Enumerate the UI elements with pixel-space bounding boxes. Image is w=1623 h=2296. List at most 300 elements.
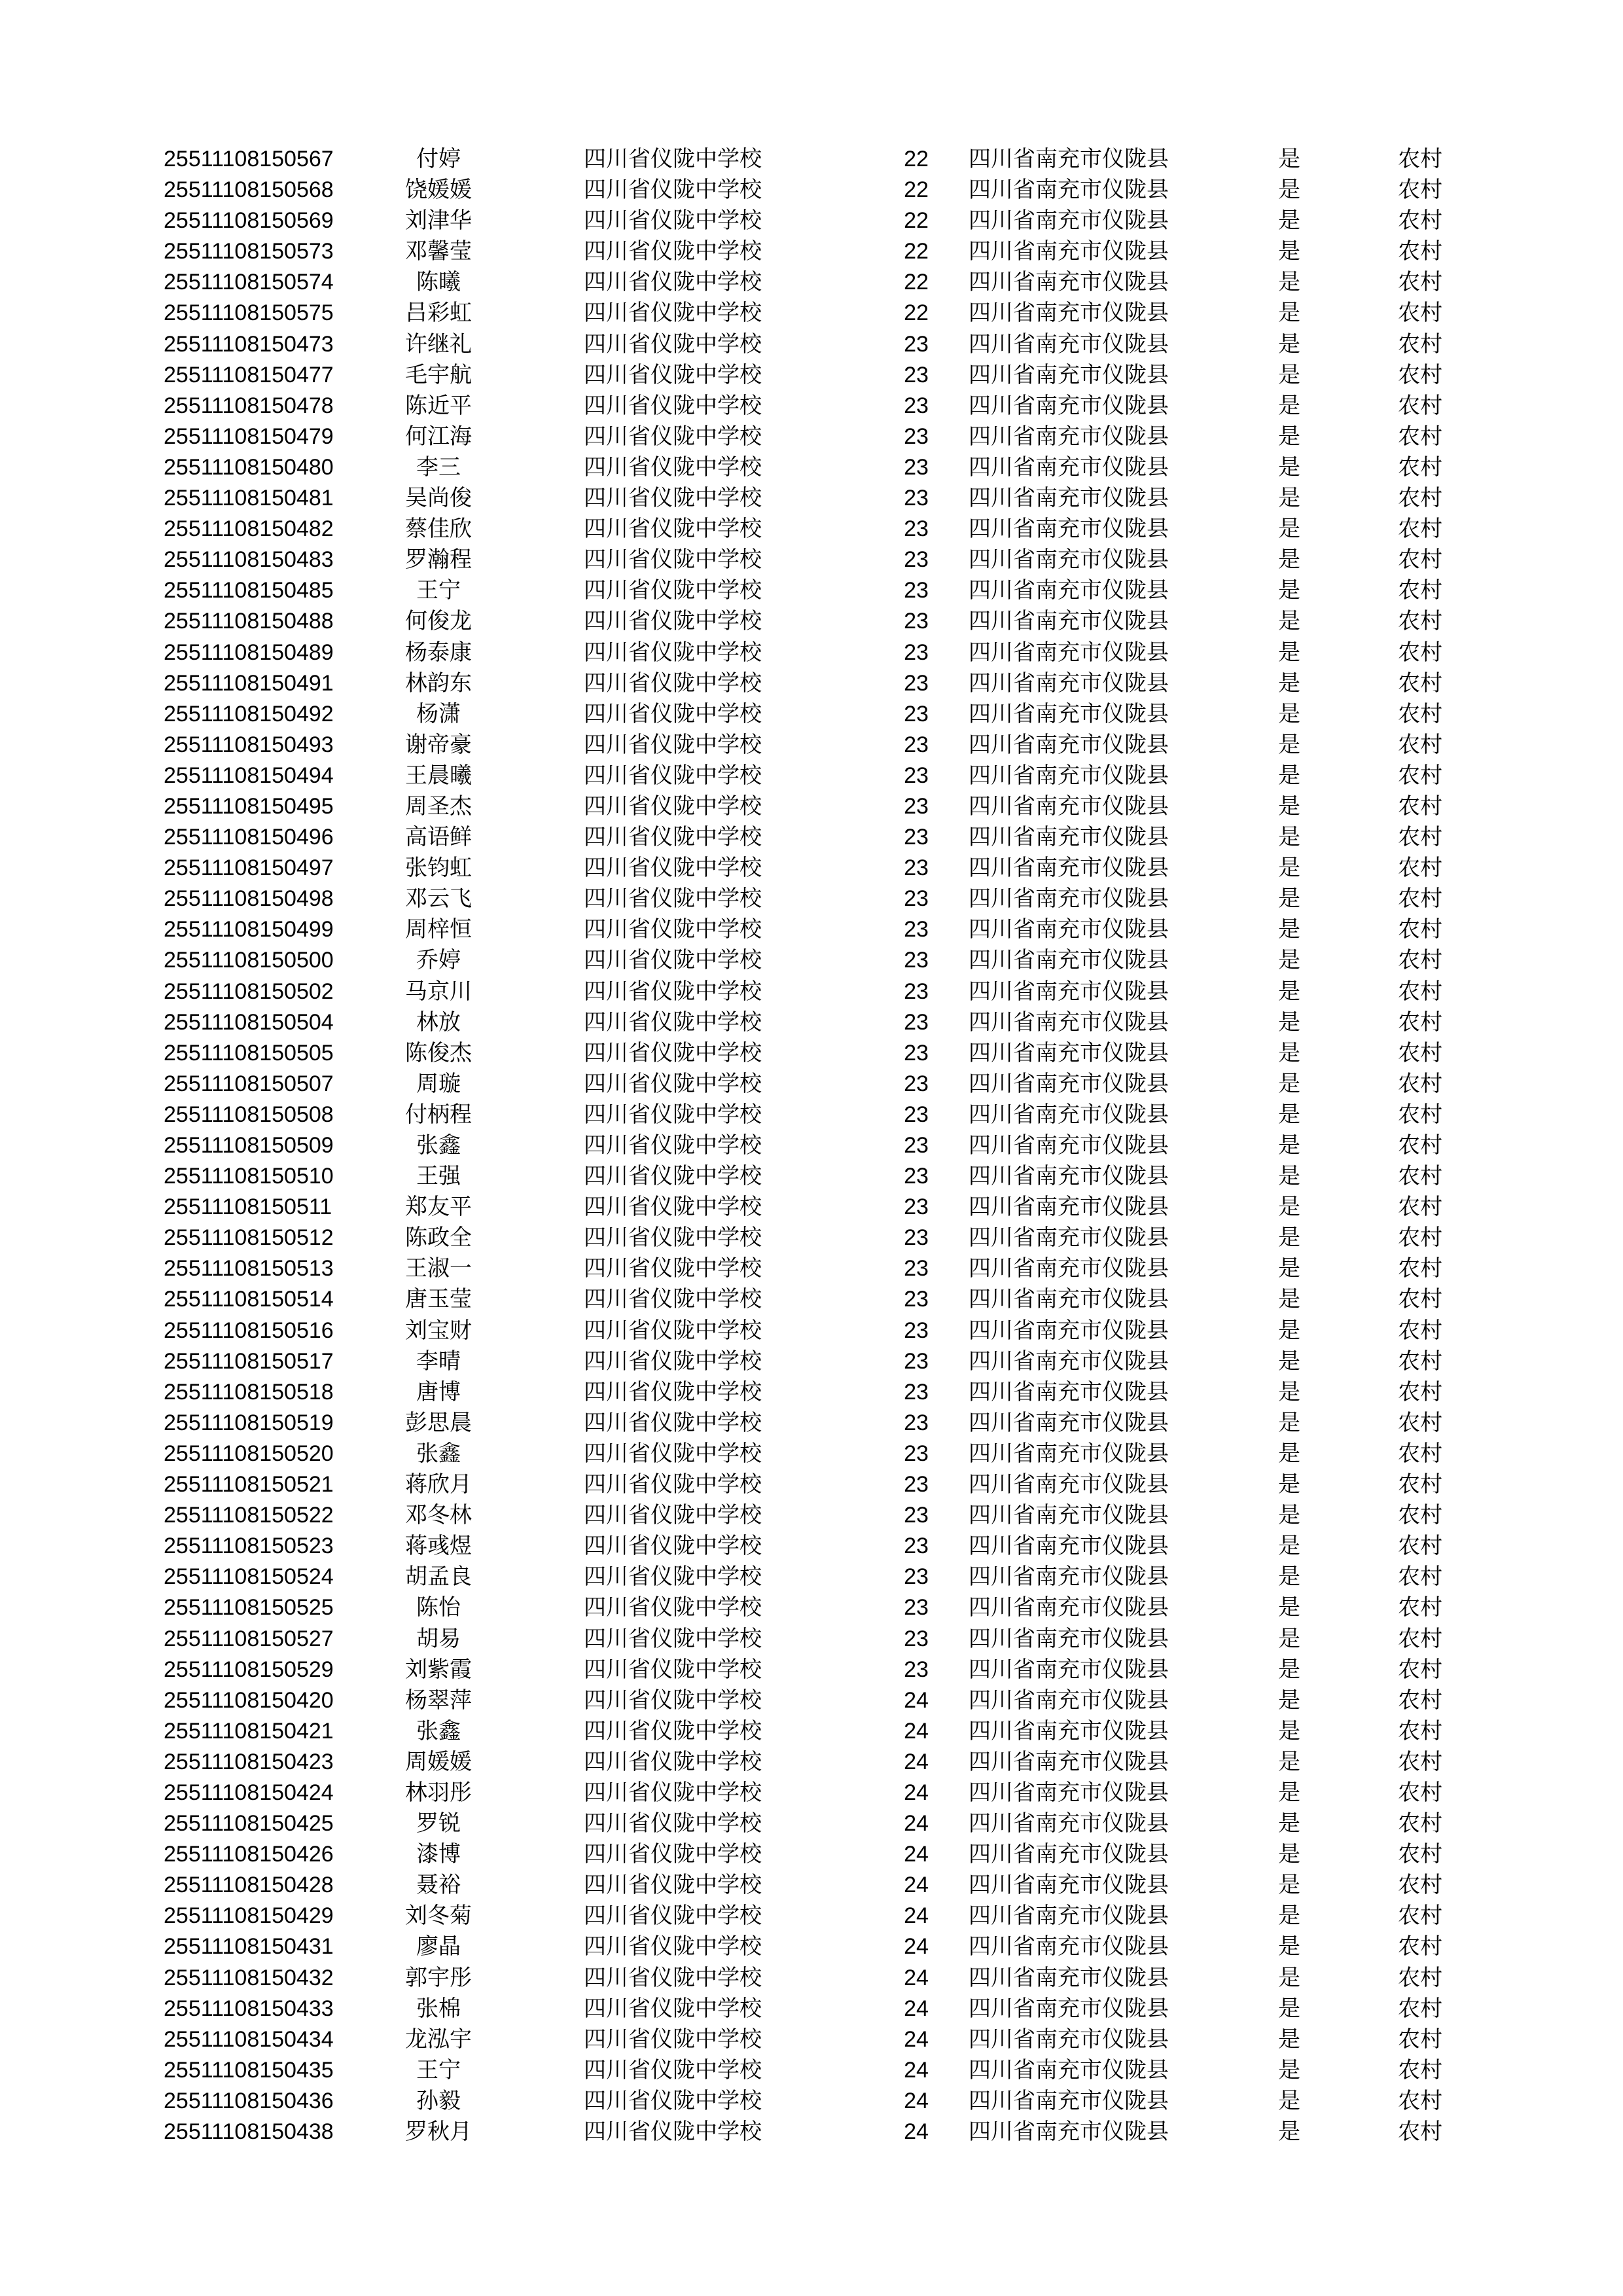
table-row — [0, 545, 1623, 575]
region-cell: 四川省南充市仪陇县 — [969, 1842, 1169, 1867]
registration-number-cell: 25511108150525 — [164, 1595, 334, 1621]
class-number-cell: 22 — [904, 300, 929, 326]
area-type-cell: 农村 — [1398, 762, 1442, 788]
flag-cell: 是 — [1278, 208, 1300, 234]
class-number-cell: 23 — [904, 1225, 929, 1251]
student-name-cell: 邓云飞 — [405, 886, 472, 912]
class-number-cell: 24 — [904, 1749, 929, 1774]
area-type-cell: 农村 — [1398, 2026, 1442, 2052]
registration-number-cell: 25511108150433 — [164, 1996, 334, 2021]
student-name-cell: 杨潇 — [416, 701, 461, 726]
student-name-cell: 龙泓宇 — [405, 2026, 472, 2052]
registration-number-cell: 25511108150502 — [164, 978, 334, 1004]
table-row — [0, 637, 1623, 668]
class-number-cell: 23 — [904, 516, 929, 542]
registration-number-cell: 25511108150499 — [164, 917, 334, 942]
table-row — [0, 1161, 1623, 1192]
class-number-cell: 24 — [904, 1903, 929, 1929]
class-number-cell: 23 — [904, 825, 929, 850]
class-number-cell: 24 — [904, 2057, 929, 2083]
flag-cell: 是 — [1278, 1842, 1300, 1867]
region-cell: 四川省南充市仪陇县 — [969, 300, 1169, 326]
student-name-cell: 周璇 — [416, 1071, 461, 1096]
region-cell: 四川省南充市仪陇县 — [969, 1348, 1169, 1374]
school-cell: 四川省仪陇中学校 — [584, 1657, 762, 1682]
table-row — [0, 791, 1623, 822]
table-row — [0, 483, 1623, 514]
table-row — [0, 360, 1623, 391]
school-cell: 四川省仪陇中学校 — [584, 208, 762, 234]
registration-number-cell: 25511108150523 — [164, 1534, 334, 1559]
registration-number-cell: 25511108150473 — [164, 331, 334, 357]
registration-number-cell: 25511108150516 — [164, 1318, 334, 1343]
class-number-cell: 23 — [904, 362, 929, 387]
student-name-cell: 胡易 — [416, 1626, 461, 1651]
school-cell: 四川省仪陇中学校 — [584, 1071, 762, 1096]
student-name-cell: 陈政全 — [405, 1225, 472, 1251]
class-number-cell: 23 — [904, 547, 929, 573]
school-cell: 四川省仪陇中学校 — [584, 670, 762, 696]
flag-cell: 是 — [1278, 1102, 1300, 1127]
flag-cell: 是 — [1278, 239, 1300, 264]
class-number-cell: 23 — [904, 1102, 929, 1127]
flag-cell: 是 — [1278, 1133, 1300, 1158]
school-cell: 四川省仪陇中学校 — [584, 917, 762, 942]
registration-number-cell: 25511108150521 — [164, 1472, 334, 1498]
school-cell: 四川省仪陇中学校 — [584, 1873, 762, 1898]
registration-number-cell: 25511108150513 — [164, 1256, 334, 1282]
region-cell: 四川省南充市仪陇县 — [969, 855, 1169, 881]
flag-cell: 是 — [1278, 1996, 1300, 2021]
flag-cell: 是 — [1278, 1749, 1300, 1774]
registration-number-cell: 25511108150524 — [164, 1564, 334, 1590]
table-row — [0, 977, 1623, 1007]
class-number-cell: 23 — [904, 1564, 929, 1590]
school-cell: 四川省仪陇中学校 — [584, 1780, 762, 1805]
flag-cell: 是 — [1278, 1009, 1300, 1035]
flag-cell: 是 — [1278, 578, 1300, 603]
class-number-cell: 23 — [904, 1379, 929, 1405]
registration-number-cell: 25511108150517 — [164, 1348, 334, 1374]
class-number-cell: 23 — [904, 1194, 929, 1220]
class-number-cell: 23 — [904, 855, 929, 881]
table-row — [0, 1284, 1623, 1315]
table-row — [0, 1931, 1623, 1962]
class-number-cell: 23 — [904, 1657, 929, 1682]
region-cell: 四川省南充市仪陇县 — [969, 1626, 1169, 1651]
registration-number-cell: 25511108150485 — [164, 578, 334, 603]
flag-cell: 是 — [1278, 1965, 1300, 1990]
area-type-cell: 农村 — [1398, 208, 1442, 234]
region-cell: 四川省南充市仪陇县 — [969, 1009, 1169, 1035]
student-name-cell: 吴尚俊 — [405, 486, 472, 511]
region-cell: 四川省南充市仪陇县 — [969, 331, 1169, 357]
area-type-cell: 农村 — [1398, 1626, 1442, 1651]
area-type-cell: 农村 — [1398, 1595, 1442, 1621]
registration-number-cell: 25511108150508 — [164, 1102, 334, 1127]
school-cell: 四川省仪陇中学校 — [584, 1318, 762, 1343]
area-type-cell: 农村 — [1398, 732, 1442, 757]
area-type-cell: 农村 — [1398, 1225, 1442, 1251]
table-row — [0, 1747, 1623, 1778]
registration-number-cell: 25511108150510 — [164, 1164, 334, 1189]
student-name-cell: 聂裕 — [416, 1873, 461, 1898]
flag-cell: 是 — [1278, 1472, 1300, 1498]
registration-number-cell: 25511108150478 — [164, 393, 334, 418]
registration-number-cell: 25511108150529 — [164, 1657, 334, 1682]
table-row — [0, 452, 1623, 483]
school-cell: 四川省仪陇中学校 — [584, 1164, 762, 1189]
flag-cell: 是 — [1278, 1626, 1300, 1651]
region-cell: 四川省南充市仪陇县 — [969, 1379, 1169, 1405]
school-cell: 四川省仪陇中学校 — [584, 1811, 762, 1837]
registration-number-cell: 25511108150505 — [164, 1040, 334, 1066]
area-type-cell: 农村 — [1398, 1194, 1442, 1220]
table-row — [0, 1346, 1623, 1377]
school-cell: 四川省仪陇中学校 — [584, 639, 762, 665]
registration-number-cell: 25511108150519 — [164, 1410, 334, 1435]
table-row — [0, 1500, 1623, 1531]
region-cell: 四川省南充市仪陇县 — [969, 1811, 1169, 1837]
area-type-cell: 农村 — [1398, 609, 1442, 634]
flag-cell: 是 — [1278, 454, 1300, 480]
class-number-cell: 22 — [904, 239, 929, 264]
student-name-cell: 乔婷 — [416, 948, 461, 973]
area-type-cell: 农村 — [1398, 1934, 1442, 1960]
student-name-cell: 刘宝财 — [405, 1318, 472, 1343]
registration-number-cell: 25511108150436 — [164, 2088, 334, 2113]
table-row — [0, 391, 1623, 422]
class-number-cell: 23 — [904, 1626, 929, 1651]
region-cell: 四川省南充市仪陇县 — [969, 547, 1169, 573]
class-number-cell: 23 — [904, 793, 929, 819]
area-type-cell: 农村 — [1398, 917, 1442, 942]
area-type-cell: 农村 — [1398, 855, 1442, 881]
school-cell: 四川省仪陇中学校 — [584, 239, 762, 264]
table-row — [0, 1377, 1623, 1408]
class-number-cell: 23 — [904, 1410, 929, 1435]
flag-cell: 是 — [1278, 1718, 1300, 1744]
table-row — [0, 914, 1623, 945]
flag-cell: 是 — [1278, 1934, 1300, 1960]
table-row — [0, 2117, 1623, 2147]
flag-cell: 是 — [1278, 1225, 1300, 1251]
school-cell: 四川省仪陇中学校 — [584, 270, 762, 295]
area-type-cell: 农村 — [1398, 1965, 1442, 1990]
region-cell: 四川省南充市仪陇县 — [969, 578, 1169, 603]
area-type-cell: 农村 — [1398, 886, 1442, 912]
table-row — [0, 1624, 1623, 1655]
school-cell: 四川省仪陇中学校 — [584, 331, 762, 357]
flag-cell: 是 — [1278, 1256, 1300, 1282]
class-number-cell: 24 — [904, 1873, 929, 1898]
flag-cell: 是 — [1278, 1164, 1300, 1189]
flag-cell: 是 — [1278, 670, 1300, 696]
table-row — [0, 1439, 1623, 1469]
area-type-cell: 农村 — [1398, 1749, 1442, 1774]
student-name-cell: 孙毅 — [416, 2088, 461, 2113]
school-cell: 四川省仪陇中学校 — [584, 793, 762, 819]
area-type-cell: 农村 — [1398, 423, 1442, 449]
region-cell: 四川省南充市仪陇县 — [969, 1318, 1169, 1343]
school-cell: 四川省仪陇中学校 — [584, 855, 762, 881]
student-name-cell: 王宁 — [416, 2057, 461, 2083]
region-cell: 四川省南充市仪陇县 — [969, 1133, 1169, 1158]
registration-number-cell: 25511108150518 — [164, 1379, 334, 1405]
student-name-cell: 罗秋月 — [405, 2119, 472, 2144]
region-cell: 四川省南充市仪陇县 — [969, 609, 1169, 634]
school-cell: 四川省仪陇中学校 — [584, 1472, 762, 1498]
class-number-cell: 22 — [904, 270, 929, 295]
school-cell: 四川省仪陇中学校 — [584, 454, 762, 480]
area-type-cell: 农村 — [1398, 1379, 1442, 1405]
table-row — [0, 206, 1623, 236]
student-name-cell: 刘紫霞 — [405, 1657, 472, 1682]
student-name-cell: 张棉 — [416, 1996, 461, 2021]
school-cell: 四川省仪陇中学校 — [584, 825, 762, 850]
flag-cell: 是 — [1278, 1318, 1300, 1343]
table-row — [0, 1685, 1623, 1716]
region-cell: 四川省南充市仪陇县 — [969, 1780, 1169, 1805]
student-name-cell: 陈怡 — [416, 1595, 461, 1621]
registration-number-cell: 25511108150420 — [164, 1687, 334, 1713]
flag-cell: 是 — [1278, 978, 1300, 1004]
table-row — [0, 1870, 1623, 1901]
school-cell: 四川省仪陇中学校 — [584, 732, 762, 757]
class-number-cell: 23 — [904, 1472, 929, 1498]
school-cell: 四川省仪陇中学校 — [584, 1564, 762, 1590]
area-type-cell: 农村 — [1398, 1873, 1442, 1898]
school-cell: 四川省仪陇中学校 — [584, 1348, 762, 1374]
table-row — [0, 1253, 1623, 1284]
student-name-cell: 王晨曦 — [405, 762, 472, 788]
area-type-cell: 农村 — [1398, 454, 1442, 480]
student-name-cell: 李三 — [416, 454, 461, 480]
region-cell: 四川省南充市仪陇县 — [969, 177, 1169, 203]
table-row — [0, 1778, 1623, 1808]
flag-cell: 是 — [1278, 732, 1300, 757]
flag-cell: 是 — [1278, 270, 1300, 295]
flag-cell: 是 — [1278, 1657, 1300, 1682]
class-number-cell: 23 — [904, 1348, 929, 1374]
flag-cell: 是 — [1278, 423, 1300, 449]
area-type-cell: 农村 — [1398, 1348, 1442, 1374]
student-name-cell: 李晴 — [416, 1348, 461, 1374]
school-cell: 四川省仪陇中学校 — [584, 2026, 762, 2052]
registration-number-cell: 25511108150567 — [164, 147, 334, 171]
school-cell: 四川省仪陇中学校 — [584, 1749, 762, 1774]
region-cell: 四川省南充市仪陇县 — [969, 978, 1169, 1004]
student-name-cell: 陈近平 — [405, 393, 472, 418]
region-cell: 四川省南充市仪陇县 — [969, 516, 1169, 542]
student-name-cell: 蒋彧煜 — [405, 1534, 472, 1559]
table-row — [0, 761, 1623, 791]
area-type-cell: 农村 — [1398, 701, 1442, 726]
class-number-cell: 22 — [904, 177, 929, 203]
flag-cell: 是 — [1278, 393, 1300, 418]
registration-number-cell: 25511108150423 — [164, 1749, 334, 1774]
student-name-cell: 杨泰康 — [405, 639, 472, 665]
class-number-cell: 24 — [904, 1934, 929, 1960]
flag-cell: 是 — [1278, 917, 1300, 942]
student-name-cell: 张鑫 — [416, 1441, 461, 1466]
flag-cell: 是 — [1278, 1379, 1300, 1405]
table-row — [0, 298, 1623, 329]
class-number-cell: 24 — [904, 1842, 929, 1867]
student-name-cell: 蔡佳欣 — [405, 516, 472, 542]
registration-number-cell: 25511108150514 — [164, 1287, 334, 1312]
student-name-cell: 漆博 — [416, 1842, 461, 1867]
region-cell: 四川省南充市仪陇县 — [969, 1071, 1169, 1096]
flag-cell: 是 — [1278, 855, 1300, 881]
student-name-cell: 刘冬菊 — [405, 1903, 472, 1929]
class-number-cell: 23 — [904, 1318, 929, 1343]
student-name-cell: 饶媛媛 — [405, 177, 472, 203]
area-type-cell: 农村 — [1398, 1009, 1442, 1035]
registration-number-cell: 25511108150492 — [164, 701, 334, 726]
registration-number-cell: 25511108150493 — [164, 732, 334, 757]
class-number-cell: 23 — [904, 948, 929, 973]
area-type-cell: 农村 — [1398, 2119, 1442, 2144]
area-type-cell: 农村 — [1398, 1410, 1442, 1435]
class-number-cell: 23 — [904, 670, 929, 696]
table-row — [0, 1655, 1623, 1685]
school-cell: 四川省仪陇中学校 — [584, 1965, 762, 1990]
student-name-cell: 邓馨莹 — [405, 239, 472, 264]
region-cell: 四川省南充市仪陇县 — [969, 732, 1169, 757]
region-cell: 四川省南充市仪陇县 — [969, 1934, 1169, 1960]
flag-cell: 是 — [1278, 516, 1300, 542]
class-number-cell: 23 — [904, 1009, 929, 1035]
area-type-cell: 农村 — [1398, 239, 1442, 264]
flag-cell: 是 — [1278, 1534, 1300, 1559]
region-cell: 四川省南充市仪陇县 — [969, 1472, 1169, 1498]
area-type-cell: 农村 — [1398, 978, 1442, 1004]
class-number-cell: 23 — [904, 393, 929, 418]
table-row — [0, 1994, 1623, 2024]
registration-number-cell: 25511108150491 — [164, 670, 334, 696]
area-type-cell: 农村 — [1398, 1441, 1442, 1466]
registration-number-cell: 25511108150434 — [164, 2026, 334, 2052]
student-name-cell: 林羽彤 — [405, 1780, 472, 1805]
school-cell: 四川省仪陇中学校 — [584, 1133, 762, 1158]
student-name-cell: 张钧虹 — [405, 855, 472, 881]
flag-cell: 是 — [1278, 2119, 1300, 2144]
school-cell: 四川省仪陇中学校 — [584, 1256, 762, 1282]
class-number-cell: 23 — [904, 423, 929, 449]
school-cell: 四川省仪陇中学校 — [584, 1441, 762, 1466]
registration-number-cell: 25511108150512 — [164, 1225, 334, 1251]
flag-cell: 是 — [1278, 762, 1300, 788]
table-row — [0, 2024, 1623, 2055]
region-cell: 四川省南充市仪陇县 — [969, 1441, 1169, 1466]
flag-cell: 是 — [1278, 793, 1300, 819]
area-type-cell: 农村 — [1398, 1657, 1442, 1682]
table-row — [0, 2055, 1623, 2086]
school-cell: 四川省仪陇中学校 — [584, 1379, 762, 1405]
class-number-cell: 23 — [904, 1071, 929, 1096]
flag-cell: 是 — [1278, 2026, 1300, 2052]
school-cell: 四川省仪陇中学校 — [584, 578, 762, 603]
class-number-cell: 24 — [904, 2119, 929, 2144]
student-name-cell: 蒋欣月 — [405, 1472, 472, 1498]
class-number-cell: 22 — [904, 147, 929, 171]
flag-cell: 是 — [1278, 177, 1300, 203]
student-name-cell: 吕彩虹 — [405, 300, 472, 326]
class-number-cell: 24 — [904, 2088, 929, 2113]
area-type-cell: 农村 — [1398, 1318, 1442, 1343]
table-row — [0, 575, 1623, 606]
student-name-cell: 胡孟良 — [405, 1564, 472, 1590]
student-table — [0, 144, 1623, 2147]
flag-cell: 是 — [1278, 639, 1300, 665]
registration-number-cell: 25511108150495 — [164, 793, 334, 819]
area-type-cell: 农村 — [1398, 147, 1442, 171]
region-cell: 四川省南充市仪陇县 — [969, 1657, 1169, 1682]
table-row — [0, 1100, 1623, 1130]
registration-number-cell: 25511108150568 — [164, 177, 334, 203]
school-cell: 四川省仪陇中学校 — [584, 2057, 762, 2083]
table-row — [0, 945, 1623, 976]
flag-cell: 是 — [1278, 547, 1300, 573]
table-row — [0, 267, 1623, 298]
school-cell: 四川省仪陇中学校 — [584, 362, 762, 387]
student-name-cell: 彭思晨 — [405, 1410, 472, 1435]
student-name-cell: 杨翠萍 — [405, 1687, 472, 1713]
school-cell: 四川省仪陇中学校 — [584, 177, 762, 203]
region-cell: 四川省南充市仪陇县 — [969, 1996, 1169, 2021]
registration-number-cell: 25511108150574 — [164, 270, 334, 295]
school-cell: 四川省仪陇中学校 — [584, 147, 762, 171]
school-cell: 四川省仪陇中学校 — [584, 1102, 762, 1127]
region-cell: 四川省南充市仪陇县 — [969, 2026, 1169, 2052]
registration-number-cell: 25511108150575 — [164, 300, 334, 326]
student-name-cell: 邓冬林 — [405, 1503, 472, 1528]
table-row — [0, 2086, 1623, 2117]
registration-number-cell: 25511108150483 — [164, 547, 334, 573]
school-cell: 四川省仪陇中学校 — [584, 1534, 762, 1559]
area-type-cell: 农村 — [1398, 1102, 1442, 1127]
registration-number-cell: 25511108150496 — [164, 825, 334, 850]
class-number-cell: 23 — [904, 762, 929, 788]
area-type-cell: 农村 — [1398, 486, 1442, 511]
student-name-cell: 王淑一 — [405, 1256, 472, 1282]
area-type-cell: 农村 — [1398, 1811, 1442, 1837]
school-cell: 四川省仪陇中学校 — [584, 1225, 762, 1251]
registration-number-cell: 25511108150429 — [164, 1903, 334, 1929]
flag-cell: 是 — [1278, 331, 1300, 357]
student-name-cell: 王强 — [416, 1164, 461, 1189]
school-cell: 四川省仪陇中学校 — [584, 1194, 762, 1220]
area-type-cell: 农村 — [1398, 1503, 1442, 1528]
area-type-cell: 农村 — [1398, 516, 1442, 542]
class-number-cell: 23 — [904, 1503, 929, 1528]
registration-number-cell: 25511108150488 — [164, 609, 334, 634]
table-row — [0, 1316, 1623, 1346]
student-name-cell: 周媛媛 — [405, 1749, 472, 1774]
region-cell: 四川省南充市仪陇县 — [969, 1256, 1169, 1282]
class-number-cell: 23 — [904, 331, 929, 357]
registration-number-cell: 25511108150497 — [164, 855, 334, 881]
student-name-cell: 唐玉莹 — [405, 1287, 472, 1312]
school-cell: 四川省仪陇中学校 — [584, 1934, 762, 1960]
school-cell: 四川省仪陇中学校 — [584, 609, 762, 634]
region-cell: 四川省南充市仪陇县 — [969, 701, 1169, 726]
flag-cell: 是 — [1278, 1873, 1300, 1898]
student-name-cell: 罗瀚程 — [405, 547, 472, 573]
student-name-cell: 高语鲜 — [405, 825, 472, 850]
table-row — [0, 175, 1623, 206]
